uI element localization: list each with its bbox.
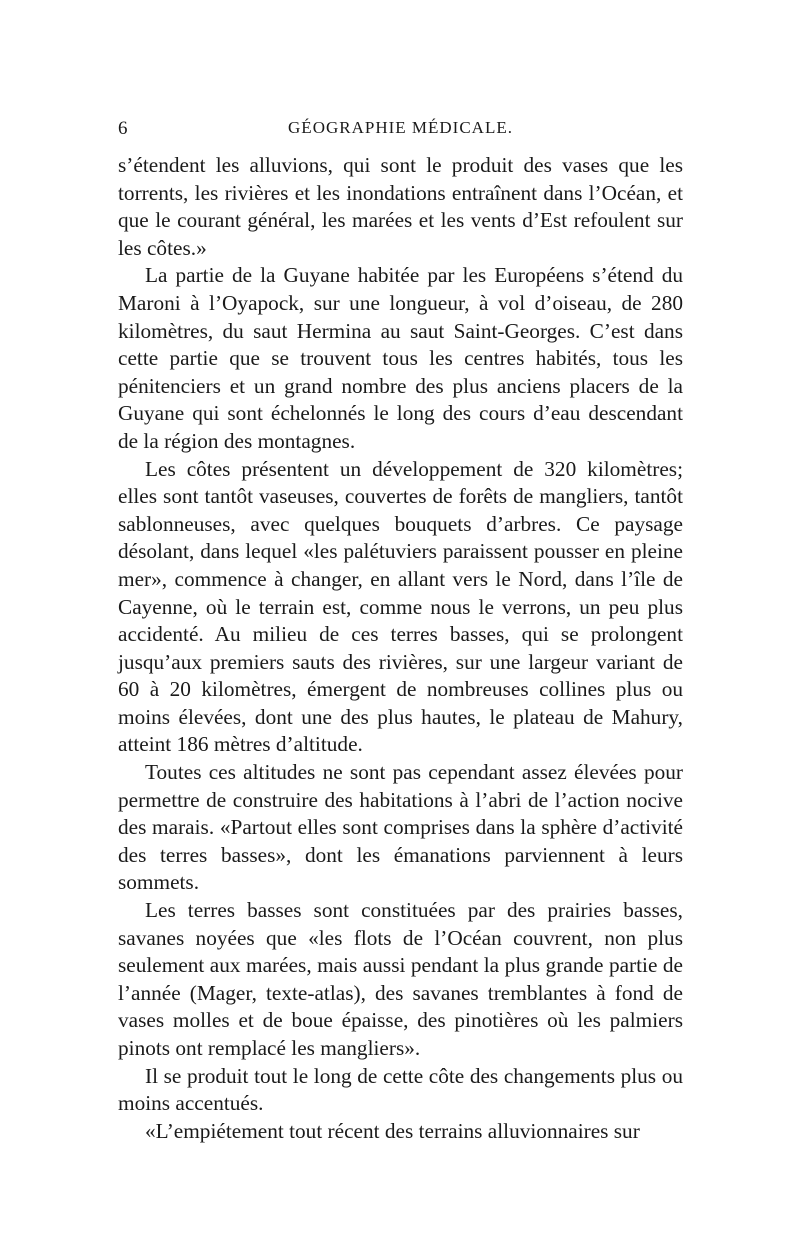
- paragraph: Les terres basses sont constituées par des prairies basses, savanes noyées que «les flots de l’Océan couvrent, non plus seulement aux marées, mais aussi pendant la plus grande partie de l’année (Mager, texte-atlas), des savanes tremblantes à fond de vases molles et de boue épaisse, des pinotières où les palmiers pinots ont remplacé les mangliers».: [118, 898, 683, 1060]
- paragraph: Il se produit tout le long de cette côte des changements plus ou moins accentués.: [118, 1063, 683, 1116]
- page-header: [118, 118, 683, 148]
- paragraph: Les côtes présentent un développement de 320 kilomètres; elles sont tantôt vaseuses, couvertes de forêts de mangliers, tantôt sablonneuses, avec quelques bouquets d’arbres. Ce paysage désolant, dans lequel «les palétuviers paraissent pousser en pleine mer», commence à changer, en allant vers le Nord, dans l’île de Cayenne, où le terrain est, comme nous le verrons, un peu plus accidenté. Au milieu de ces terres basses, qui se prolongent jusqu’aux premiers sauts des rivières, sur une largeur variant de 60 à 20 kilomètres, émergent de nombreuses collines plus ou moins élevées, dont une des plus hautes, le plateau de Mahury, atteint 186 mètres d’altitude.: [118, 456, 683, 757]
- page-number: 6: [118, 118, 128, 139]
- paragraph-continuation: s’étendent les alluvions, qui sont le produit des vases que les torrents, les rivières et les inondations entraînent dans l’Océan, et que le courant général, les marées et les vents d’Est refoulent sur les côtes.»: [118, 153, 683, 260]
- running-title: GÉOGRAPHIE MÉDICALE.: [288, 118, 513, 137]
- paragraph: «L’empiétement tout récent des terrains alluvionnaires sur: [145, 1118, 640, 1143]
- paragraph: Toutes ces altitudes ne sont pas cependant assez élevées pour permettre de construire des habitations à l’abri de l’action nocive des marais. «Partout elles sont comprises dans la sphère d’activité des terres basses», dont les émanations parviennent à leurs sommets.: [118, 760, 683, 895]
- paragraph: La partie de la Guyane habitée par les Européens s’étend du Maroni à l’Oyapock, sur une longueur, à vol d’oiseau, de 280 kilomètres, du saut Hermina au saut Saint-Georges. C’est dans cette partie que se trouvent tous les centres habités, tous les pénitenciers et un grand nombre des plus anciens placers de la Guyane qui sont échelonnés le long des cours d’eau descendant de la région des montagnes.: [118, 263, 683, 453]
- body-text: [118, 152, 683, 1145]
